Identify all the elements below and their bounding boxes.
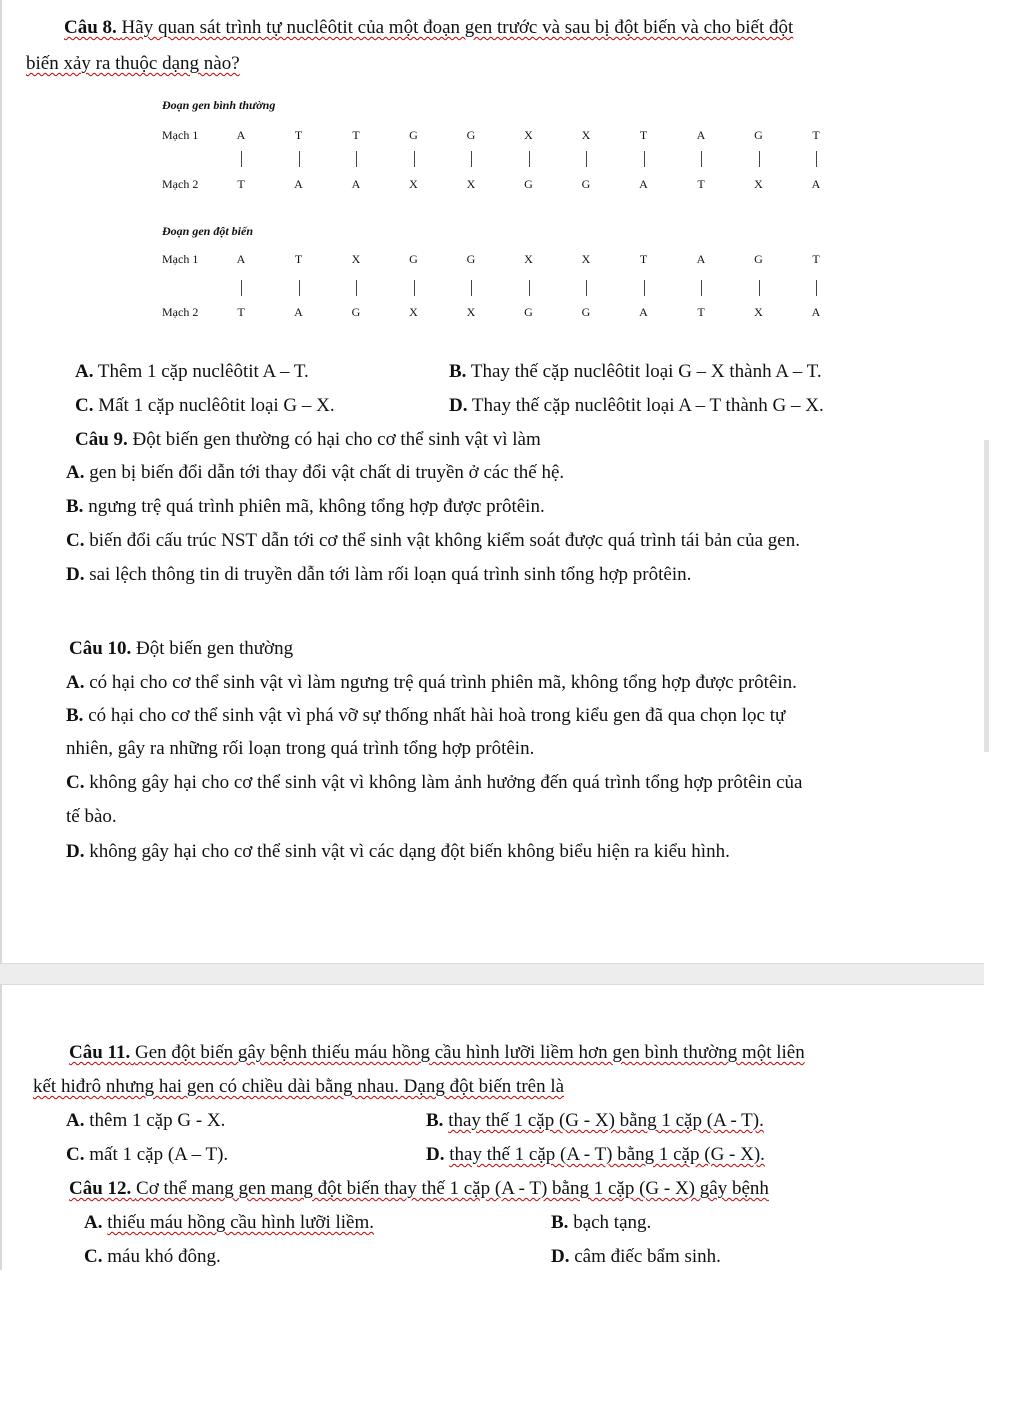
q11-option-a-label: A. — [66, 1110, 85, 1131]
q10-option-b-label: B. — [66, 705, 84, 726]
normal-strand1-base-3: T — [352, 128, 360, 142]
q8-number: Câu 8. — [64, 17, 117, 38]
q10-option-b-continued: nhiên, gây ra những rối loạn trong quá trình tổng hợp prôtêin. — [66, 738, 535, 759]
normal-strand2-base-7: G — [581, 177, 591, 191]
q12-option-d-text: câm điếc bẩm sinh. — [574, 1246, 721, 1267]
q10-option-c-continued: tế bào. — [66, 806, 117, 827]
q12-option-a[interactable] — [84, 1211, 374, 1235]
q11-option-b[interactable] — [426, 1109, 764, 1133]
normal-strand1-base-5: G — [466, 128, 476, 142]
normal-strand2-base-10: X — [754, 177, 763, 191]
mutant-strand1-base-7: X — [581, 252, 591, 266]
q8-option-a-label: A. — [75, 361, 94, 382]
q8-option-a[interactable] — [75, 360, 309, 384]
q10-option-d-text: không gây hại cho cơ thể sinh vật vì các dạng đột biến không biểu hiện ra kiểu hình. — [89, 841, 730, 862]
q10-question — [69, 637, 293, 661]
mutant-strand2-base-3: G — [351, 305, 361, 319]
q9-option-a-text: gen bị biến đổi dẫn tới thay đổi vật chất di truyền ở các thế hệ. — [89, 462, 565, 483]
q12-option-c-text: máu khó đông. — [107, 1246, 221, 1267]
normal-bond-9 — [701, 151, 702, 167]
mutant-bond-1 — [241, 280, 242, 296]
q11-option-d-label: D. — [426, 1144, 445, 1165]
q11-option-b-label: B. — [426, 1110, 444, 1131]
q9-option-c-label: C. — [66, 530, 85, 551]
normal-bond-1 — [241, 151, 242, 167]
normal-bond-5 — [471, 151, 472, 167]
normal-strand1-label: Mạch 1 — [162, 128, 199, 142]
q11-option-c-text: mất 1 cặp (A – T). — [89, 1144, 229, 1165]
q11-option-b-text: thay thế 1 cặp (G - X) bằng 1 cặp (A - T). — [448, 1110, 764, 1131]
q8-text: Hãy quan sát trình tự nuclêôtit của một đoạn gen trước và sau bị đột biến và cho biết đột — [121, 17, 794, 38]
mutant-strand2-base-8: A — [639, 305, 648, 319]
q10-option-a-label: A. — [66, 672, 85, 693]
q9-option-c[interactable] — [66, 529, 800, 553]
q10-option-d[interactable] — [66, 840, 730, 864]
mutant-bond-7 — [586, 280, 587, 296]
q9-option-a[interactable] — [66, 461, 564, 485]
q9-option-d-label: D. — [66, 564, 85, 585]
q10-text: Đột biến gen thường — [136, 638, 294, 659]
q8-option-d-label: D. — [449, 395, 468, 416]
normal-strand2-base-8: A — [639, 177, 648, 191]
normal-bond-8 — [644, 151, 645, 167]
q11-option-a-text: thêm 1 cặp G - X. — [89, 1110, 226, 1131]
mutant-strand2-base-4: X — [409, 305, 418, 319]
q8-question-line1 — [64, 16, 793, 40]
q9-number: Câu 9. — [75, 429, 128, 450]
mutant-strand1-base-9: A — [696, 252, 706, 266]
q8-option-b-label: B. — [449, 361, 467, 382]
mutant-bond-10 — [759, 280, 760, 296]
q9-option-b[interactable] — [66, 495, 545, 519]
normal-strand2-base-5: X — [466, 177, 476, 191]
normal-strand2-base-9: T — [697, 177, 705, 191]
normal-bond-2 — [299, 151, 300, 167]
mutant-strand1-base-5: G — [466, 252, 476, 266]
mutant-bond-8 — [644, 280, 645, 296]
normal-strand1-base-4: G — [409, 128, 418, 142]
normal-strand2-base-6: G — [524, 177, 533, 191]
normal-strand1-base-8: T — [639, 128, 648, 142]
q11-question-line1 — [69, 1041, 805, 1065]
mutant-strand1-base-11: T — [812, 252, 820, 266]
mutant-strand1-base-10: G — [754, 252, 763, 266]
q9-option-d-text: sai lệch thông tin di truyền dẫn tới làm rối loạn quá trình sinh tổng hợp prôtêin. — [89, 564, 692, 585]
scrollbar-track[interactable] — [984, 440, 989, 752]
mutant-strand2-label: Mạch 2 — [162, 305, 199, 319]
q9-option-a-label: A. — [66, 462, 85, 483]
normal-bond-7 — [586, 151, 587, 167]
q8-option-c[interactable] — [75, 394, 335, 418]
mutant-strand2-base-7: G — [581, 305, 591, 319]
mutant-bond-4 — [414, 280, 415, 296]
q11-option-a[interactable] — [66, 1109, 225, 1133]
q12-option-b-text: bạch tạng. — [573, 1212, 652, 1233]
mutant-bond-3 — [356, 280, 357, 296]
q10-option-c-text: không gây hại cho cơ thể sinh vật vì không làm ảnh hưởng đến quá trình tổng hợp prôtêin của — [89, 772, 803, 793]
q11-option-c-label: C. — [66, 1144, 85, 1165]
mutant-strand2-base-9: T — [697, 305, 705, 319]
mutant-strand1-base-2: T — [294, 252, 303, 266]
q10-option-c[interactable] — [66, 771, 802, 795]
q10-option-d-label: D. — [66, 841, 85, 862]
q12-option-b-label: B. — [551, 1212, 569, 1233]
q8-option-b-text: Thay thế cặp nuclêôtit loại G – X thành A – T. — [470, 361, 822, 382]
mutant-strand1-base-4: G — [409, 252, 418, 266]
q10-option-a[interactable] — [66, 671, 797, 695]
normal-strand2-base-2: A — [294, 177, 303, 191]
normal-strand2-base-11: A — [811, 177, 821, 191]
mutant-gene-title: Đoạn gen đột biến — [162, 224, 254, 238]
normal-bond-11 — [816, 151, 817, 167]
normal-bond-3 — [356, 151, 357, 167]
normal-strand1-base-7: X — [581, 128, 591, 142]
q12-number: Câu 12. — [69, 1178, 132, 1199]
mutant-strand2-base-6: G — [524, 305, 533, 319]
q12-option-c-label: C. — [84, 1246, 103, 1267]
mutant-bond-11 — [816, 280, 817, 296]
mutant-strand2-base-2: A — [294, 305, 303, 319]
mutant-strand1-base-6: X — [524, 252, 533, 266]
mutant-bond-2 — [299, 280, 300, 296]
q11-option-d-text: thay thế 1 cặp (A - T) bằng 1 cặp (G - X). — [449, 1144, 765, 1165]
mutant-bond-6 — [529, 280, 530, 296]
q12-option-d[interactable] — [551, 1245, 721, 1269]
q11-option-d[interactable] — [426, 1143, 765, 1167]
normal-strand2-base-4: X — [409, 177, 418, 191]
q9-question — [75, 428, 541, 452]
q8-option-c-label: C. — [75, 395, 94, 416]
normal-strand1-base-10: G — [754, 128, 763, 142]
q9-option-c-text: biến đổi cấu trúc NST dẫn tới cơ thể sinh vật không kiểm soát được quá trình tái bản của gen. — [89, 530, 800, 551]
q10-option-b[interactable] — [66, 704, 785, 728]
q10-option-c-label: C. — [66, 772, 85, 793]
q9-option-b-label: B. — [66, 496, 84, 517]
mutant-strand1-base-3: X — [351, 252, 361, 266]
normal-strand2-base-3: A — [351, 177, 361, 191]
q11-number: Câu 11. — [69, 1042, 131, 1063]
normal-bond-10 — [759, 151, 760, 167]
q8-option-d-text: Thay thế cặp nuclêôtit loại A – T thành G – X. — [471, 395, 824, 416]
q9-option-b-text: ngưng trệ quá trình phiên mã, không tổng hợp được prôtêin. — [88, 496, 545, 517]
normal-strand2-label: Mạch 2 — [162, 177, 199, 191]
mutant-strand1-base-1: A — [236, 252, 246, 266]
normal-strand1-base-11: T — [812, 128, 820, 142]
q9-option-d[interactable] — [66, 563, 691, 587]
page-break-band — [0, 963, 984, 985]
mutant-bond-9 — [701, 280, 702, 296]
mutant-bond-5 — [471, 280, 472, 296]
mutant-strand2-base-1: T — [237, 305, 245, 319]
normal-gene-title: Đoạn gen bình thường — [162, 98, 276, 112]
mutant-strand2-base-5: X — [466, 305, 476, 319]
q8-option-a-text: Thêm 1 cặp nuclêôtit A – T. — [97, 361, 309, 382]
q10-option-b-text: có hại cho cơ thể sinh vật vì phá vỡ sự thống nhất hài hoà trong kiểu gen đã qua chọn lọc tự — [88, 705, 786, 726]
q8-option-d[interactable] — [449, 394, 824, 418]
mutant-strand1-label: Mạch 1 — [162, 252, 199, 266]
q8-option-c-text: Mất 1 cặp nuclêôtit loại G – X. — [98, 395, 335, 416]
q11-text: Gen đột biến gây bệnh thiếu máu hồng cầu hình lưỡi liềm hơn gen bình thường một liên — [135, 1042, 805, 1063]
q12-option-b[interactable] — [551, 1211, 651, 1235]
normal-strand1-base-9: A — [696, 128, 706, 142]
q11-option-c[interactable] — [66, 1143, 228, 1167]
q12-option-a-label: A. — [84, 1212, 103, 1233]
page-left-border — [0, 0, 2, 1270]
q10-number: Câu 10. — [69, 638, 132, 659]
q11-question-line2: kết hiđrô nhưng hai gen có chiều dài bằng nhau. Dạng đột biến trên là — [33, 1076, 565, 1097]
normal-strand1-base-1: A — [236, 128, 246, 142]
q8-option-b[interactable] — [449, 360, 822, 384]
q12-option-c[interactable] — [84, 1245, 221, 1269]
mutant-strand1-base-8: T — [639, 252, 648, 266]
normal-bond-6 — [529, 151, 530, 167]
q12-option-a-text: thiếu máu hồng cầu hình lưỡi liềm. — [107, 1212, 375, 1233]
q8-question-line2: biến xảy ra thuộc dạng nào? — [26, 53, 240, 74]
normal-strand1-base-2: T — [294, 128, 303, 142]
mutant-strand2-base-10: X — [754, 305, 763, 319]
mutant-strand2-base-11: A — [811, 305, 821, 319]
normal-strand1-base-6: X — [524, 128, 533, 142]
normal-bond-4 — [414, 151, 415, 167]
q10-option-a-text: có hại cho cơ thể sinh vật vì làm ngưng trệ quá trình phiên mã, không tổng hợp được prôtêin. — [89, 672, 797, 693]
q9-text: Đột biến gen thường có hại cho cơ thể sinh vật vì làm — [132, 429, 541, 450]
q12-question — [69, 1177, 769, 1201]
q12-text: Cơ thể mang gen mang đột biến thay thế 1 cặp (A - T) bằng 1 cặp (G - X) gây bệnh — [136, 1178, 769, 1199]
q12-option-d-label: D. — [551, 1246, 570, 1267]
normal-strand2-base-1: T — [237, 177, 245, 191]
